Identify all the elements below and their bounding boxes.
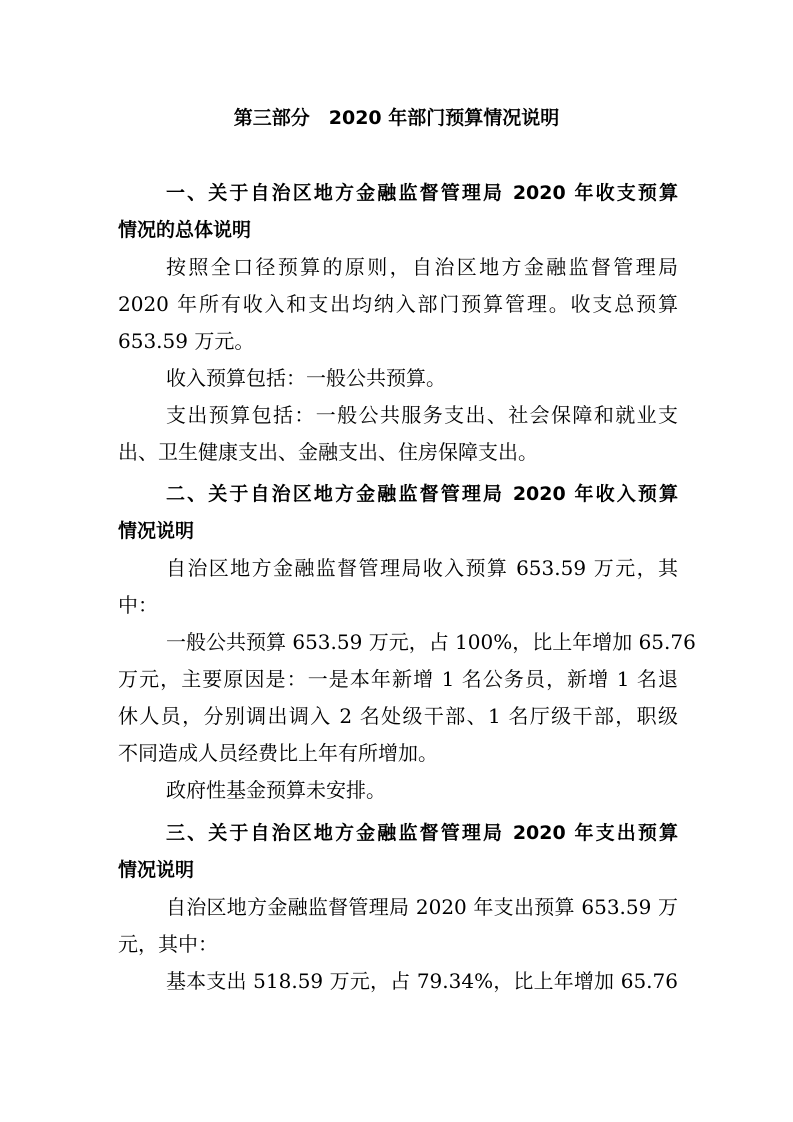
paragraph-line: 自治区地方金融监督管理局 2020 年支出预算 653.59 万 — [166, 895, 678, 919]
paragraph — [118, 772, 678, 809]
section-heading — [118, 815, 678, 889]
paragraph-line: 按照全口径预算的原则，自治区地方金融监督管理局 — [166, 255, 678, 279]
heading-line: 三、关于自治区地方金融监督管理局 2020 年支出预算 — [166, 822, 678, 844]
paragraph-line: 万元，主要原因是：一是本年新增 1 名公务员，新增 1 名退 — [118, 667, 678, 691]
page-title: 第三部分 2020 年部门预算情况说明 — [233, 107, 560, 129]
heading-line: 情况说明 — [118, 520, 195, 542]
paragraph — [118, 397, 678, 471]
paragraph — [118, 963, 678, 1000]
heading-line: 情况说明 — [118, 859, 195, 881]
heading-line: 二、关于自治区地方金融监督管理局 2020 年收入预算 — [166, 483, 678, 505]
section-3 — [118, 815, 678, 1000]
paragraph — [118, 624, 696, 772]
paragraph-line: 一般公共预算 653.59 万元，占 100%，比上年增加 65.76 — [166, 630, 696, 654]
heading-line: 情况的总体说明 — [118, 219, 252, 241]
paragraph-line: 休人员，分别调出调入 2 名处级干部、1 名厅级干部，职级 — [118, 704, 678, 728]
paragraph-line: 2020 年所有收入和支出均纳入部门预算管理。收支总预算 — [118, 292, 678, 316]
paragraph-line: 653.59 万元。 — [118, 329, 255, 353]
paragraph-line: 不同造成人员经费比上年有所增加。 — [118, 741, 438, 765]
paragraph-line: 政府性基金预算未安排。 — [166, 778, 386, 802]
paragraph — [118, 550, 678, 624]
paragraph-line: 元，其中： — [118, 932, 218, 956]
paragraph-line: 支出预算包括：一般公共服务支出、社会保障和就业支 — [166, 403, 678, 427]
paragraph — [118, 889, 678, 963]
paragraph — [118, 249, 678, 360]
paragraph-line: 基本支出 518.59 万元，占 79.34%，比上年增加 65.76 — [166, 969, 678, 993]
section-heading — [118, 476, 678, 550]
section-1 — [118, 175, 678, 471]
paragraph — [118, 360, 678, 397]
paragraph-line: 自治区地方金融监督管理局收入预算 653.59 万元，其 — [166, 556, 678, 580]
section-2 — [118, 476, 696, 809]
paragraph-line: 收入预算包括：一般公共预算。 — [166, 366, 446, 390]
paragraph-line: 出、卫生健康支出、金融支出、住房保障支出。 — [118, 440, 538, 464]
heading-line: 一、关于自治区地方金融监督管理局 2020 年收支预算 — [166, 182, 678, 204]
section-heading — [118, 175, 678, 249]
paragraph-line: 中： — [118, 593, 158, 617]
